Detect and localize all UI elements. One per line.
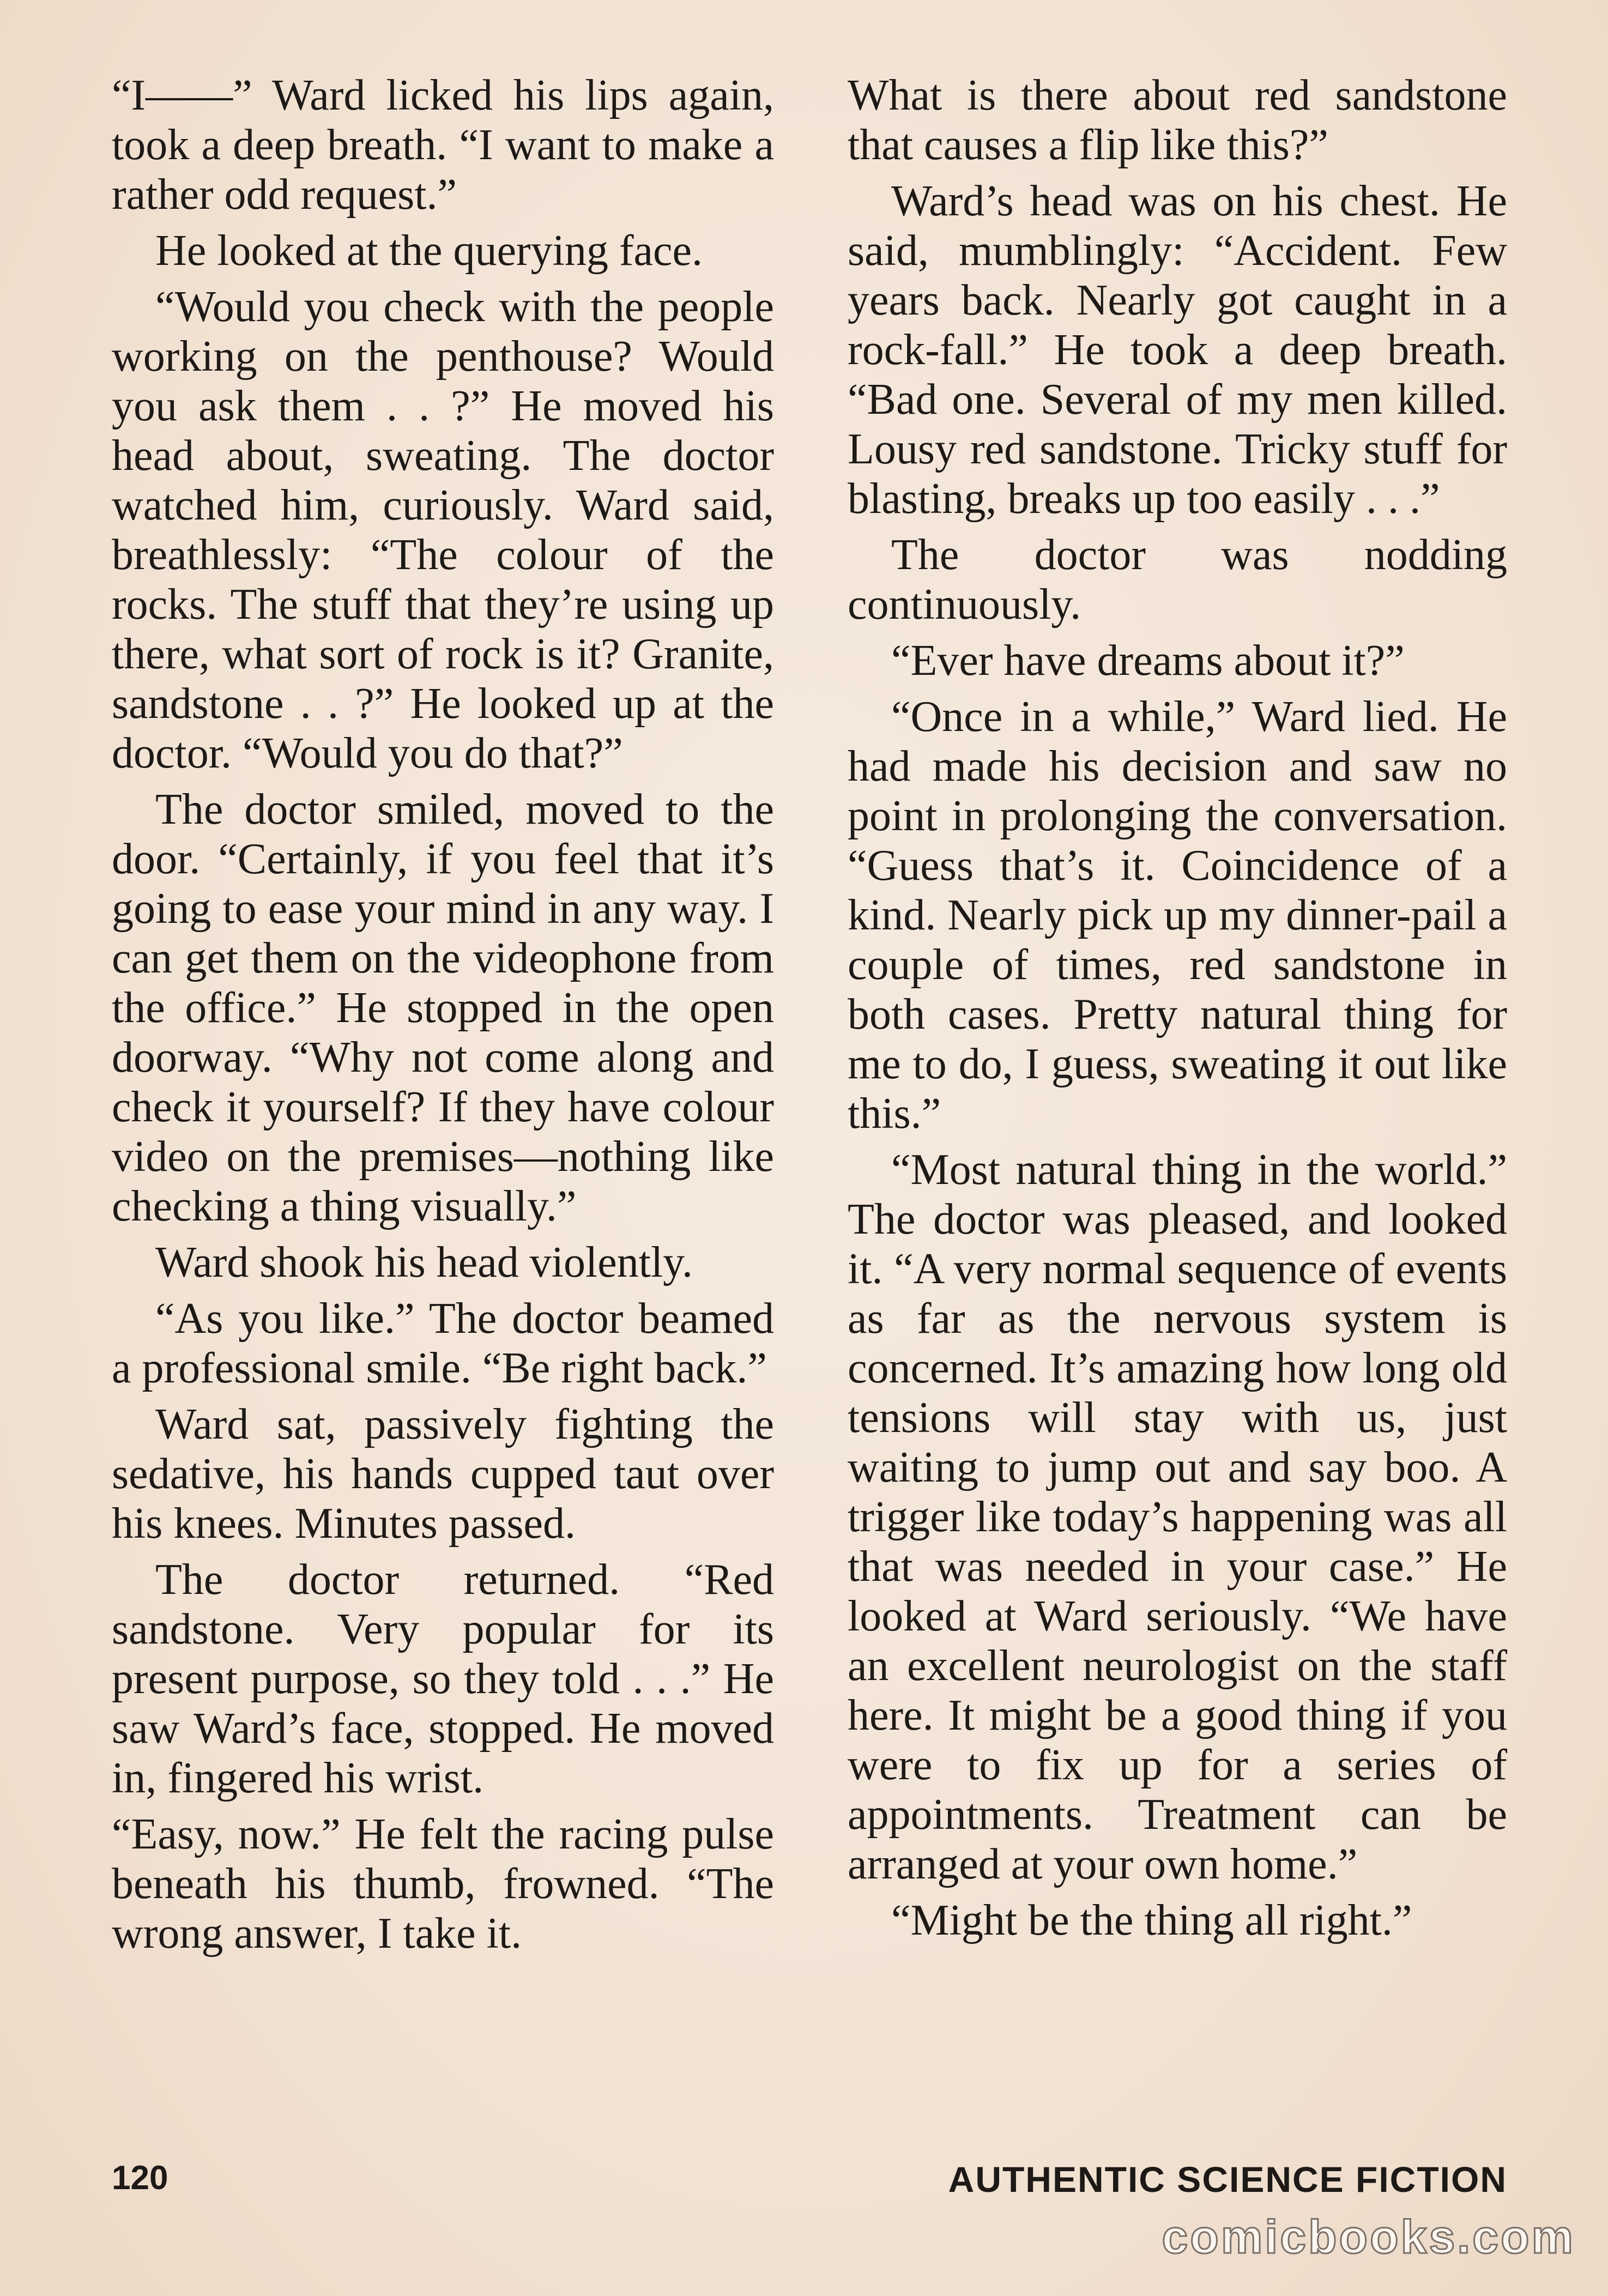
paragraph: Ward sat, passively fighting the sedative, his hands cupped taut over his knees. Minutes passed. bbox=[112, 1400, 774, 1548]
paragraph: “Might be the thing all right.” bbox=[891, 1896, 1412, 1944]
paragraph: Ward’s head was on his chest. He said, mumblingly: “Accident. Few years back. Nearly got caught in a rock-fall.” He took a deep breath. “Bad one. Several of my men killed. Lousy red sandstone. Tricky stuff for blasting, breaks up too easily . . .” bbox=[848, 177, 1507, 523]
paragraph: “Ever have dreams about it?” bbox=[891, 637, 1405, 685]
right-text-column bbox=[848, 71, 1507, 1952]
paragraph: The doctor was nodding continuously. bbox=[848, 531, 1507, 629]
paragraph: The doctor returned. “Red sandstone. Very popular for its present purpose, so they told . . .” He saw Ward’s face, stopped. He moved in, fingered his wrist. bbox=[112, 1556, 774, 1802]
paragraph: “I——” Ward licked his lips again, took a deep breath. “I want to make a rather odd request.” bbox=[112, 71, 774, 219]
watermark: comicbooks.com bbox=[1162, 2211, 1575, 2263]
paragraph: He looked at the querying face. bbox=[155, 227, 703, 275]
paragraph: The doctor smiled, moved to the door. “Certainly, if you feel that it’s going to ease your mind in any way. I can get them on the videophone from the office.” He stopped in the open doorway. “Why not come along and check it yourself? If they have colour video on the premises—nothing like checking a thing visually.” bbox=[112, 786, 774, 1230]
paragraph: “Easy, now.” He felt the racing pulse beneath his thumb, frowned. “The wrong answer, I take it. bbox=[112, 1810, 774, 1957]
paragraph: What is there about red sandstone that causes a flip like this?” bbox=[848, 71, 1507, 169]
paragraph: “Once in a while,” Ward lied. He had made his decision and saw no point in prolonging the conversation. “Guess that’s it. Coincidence of a kind. Nearly pick up my dinner-pail a couple of times, red sandstone in both cases. Pretty natural thing for me to do, I guess, sweating it out like this.” bbox=[848, 693, 1507, 1138]
left-text-column bbox=[112, 71, 774, 1965]
paragraph: Ward shook his head violently. bbox=[155, 1238, 693, 1286]
paragraph: “Most natural thing in the world.” The doctor was pleased, and looked it. “A very normal sequence of events as far as the nervous system is concerned. It’s amazing how long old tensions will stay with us, just waiting to jump out and say boo. A trigger like today’s happening was all that was needed in your case.” He looked at Ward seriously. “We have an excellent neurologist on the staff here. It might be a good thing if you were to fix up for a series of appointments. Treatment can be arranged at your own home.” bbox=[848, 1146, 1507, 1888]
page-number: 120 bbox=[112, 2159, 168, 2197]
paragraph: “Would you check with the people working on the penthouse? Would you ask them . . ?” He moved his head about, sweating. The doctor watched him, curiously. Ward said, breathlessly: “The colour of the rocks. The stuff that they’re using up there, what sort of rock is it? Granite, sandstone . . ?” He looked up at the doctor. “Would you do that?” bbox=[112, 283, 774, 777]
running-head: AUTHENTIC SCIENCE FICTION bbox=[948, 2159, 1507, 2200]
page-footer bbox=[112, 2159, 1507, 2208]
paragraph: “As you like.” The doctor beamed a professional smile. “Be right back.” bbox=[112, 1295, 774, 1392]
